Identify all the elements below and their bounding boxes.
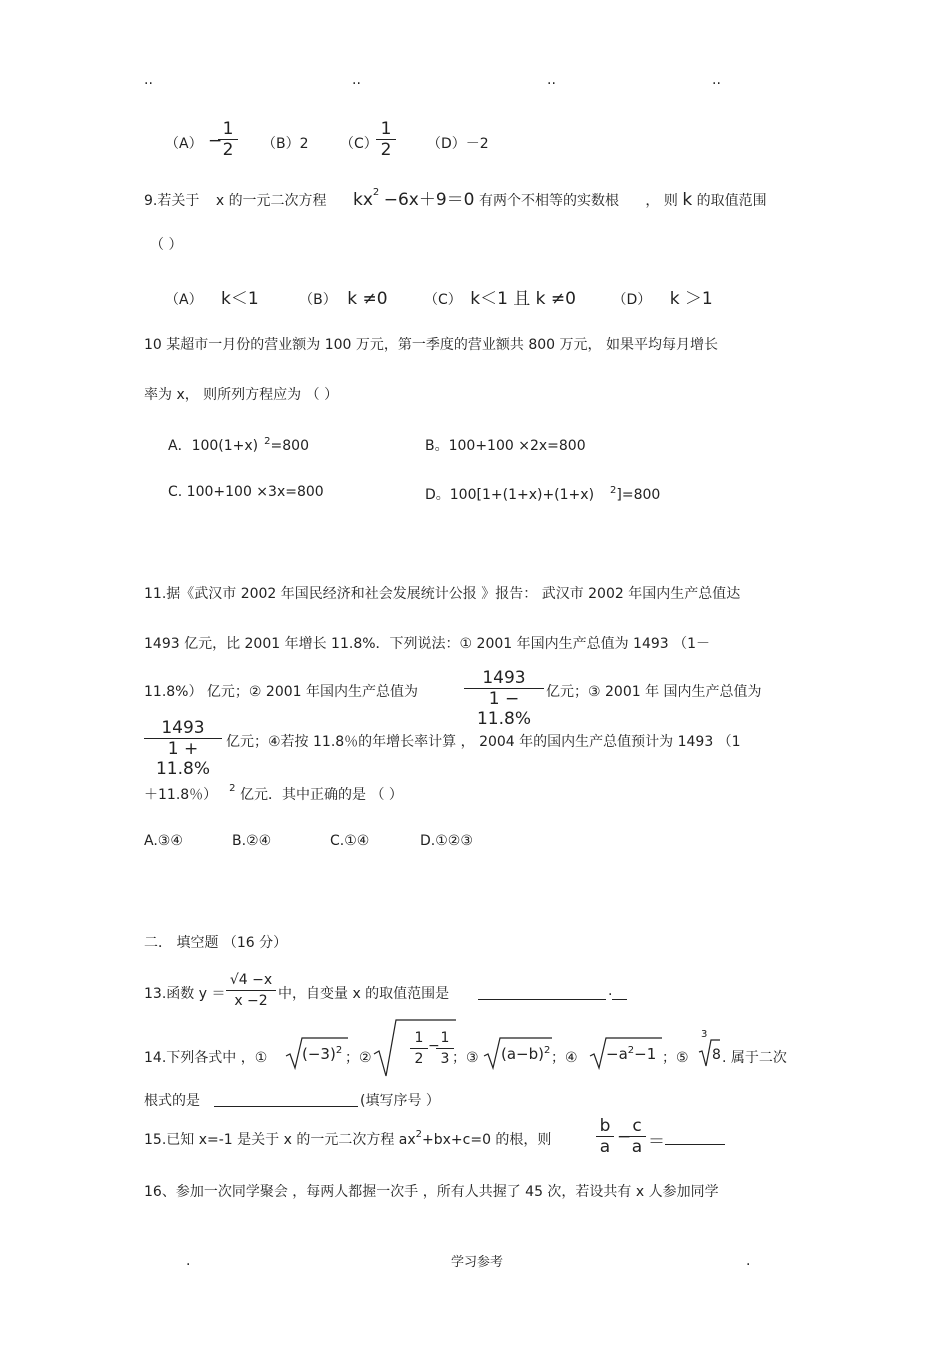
q14-radical-4-body: $-a^2-1$	[606, 1045, 657, 1063]
q11-line1: 11.据《武汉市 2002 年国民经济和社会发展统计公报 》报告： 武汉市 2002 年国内生产总值达	[144, 586, 741, 602]
q14-stem-a: 14.下列各式中 ，①	[144, 1050, 268, 1066]
q8-option-b: （B）2	[262, 136, 309, 152]
q15-minus: −	[617, 1127, 632, 1147]
q14-radical-2-fraction-1: 1 2	[410, 1028, 428, 1069]
q11-fraction-2: 1493 1 + 11.8%	[144, 718, 222, 779]
q8-option-c: （C）	[340, 136, 378, 152]
q15-stem: 15.已知 x=-1 是关于 x 的一元二次方程 $ax^2+bx+c=0$ 的根，则	[144, 1129, 552, 1148]
q13-answer-blank[interactable]	[478, 983, 606, 1000]
q14-sep-1: ；②	[345, 1050, 372, 1066]
q11-option-c: C.①④	[330, 833, 370, 849]
q10-option-a: A．100(1+x) $^2$=800	[168, 436, 309, 454]
q11-line4: 亿元；④若按 11.8％的年增长率计算 ， 2004 年的国内生产总值预计为 1493 （1	[226, 734, 741, 750]
q8-a-fraction: 1 2	[218, 119, 238, 160]
q13-tail: .	[608, 983, 613, 999]
q14-tail: . 属于二次	[722, 1050, 787, 1066]
q11-option-b: B.②④	[232, 833, 272, 849]
q9-stem: 9.若关于 x 的一元二次方程 $kx^2 -6x+9=0$ 有两个不相等的实数根 ， 则 k 的取值范围	[144, 187, 767, 210]
q14-sep-3: ；④	[551, 1050, 578, 1066]
q14-radical-5-body: 8	[712, 1047, 721, 1063]
q11-line3-a: 11.8%） 亿元；② 2001 年国内生产总值为	[144, 684, 419, 700]
q15-equals: ＝	[648, 1132, 665, 1152]
q14-line2: 根式的是	[144, 1093, 200, 1109]
q15-fraction-c-a: c a	[628, 1116, 646, 1157]
q14-radical-2-minus: −	[428, 1038, 440, 1054]
footer-text: 学习参考	[451, 1255, 504, 1270]
q11-option-d: D.①②③	[420, 833, 473, 849]
q10-line1: 10 某超市一月份的营业额为 100 万元，第一季度的营业额共 800 万元， 如果平均每月增长	[144, 337, 718, 353]
header-dots-2: ..	[352, 72, 361, 88]
q14-sep-2: ；③	[452, 1050, 479, 1066]
footer-dot-right: .	[746, 1253, 751, 1269]
q15-answer-blank[interactable]	[665, 1128, 725, 1145]
q11-line5: ＋11.8％） $^2$ 亿元．其中正确的是 （ ）	[144, 783, 403, 803]
header-dots-4: ..	[712, 72, 721, 88]
q14-radical-5-index: 3	[701, 1029, 708, 1040]
q8-a-sign: −	[208, 131, 223, 151]
q14-sep-4: ；⑤	[662, 1050, 689, 1066]
q11-option-a: A.③④	[144, 833, 183, 849]
q9-options: （A） k＜1 （B） k ≠0 （C） k＜1 且 k ≠0 （D） k ＞1	[165, 289, 713, 309]
q13-stem-a: 13.函数 y ＝	[144, 986, 226, 1002]
q11-line2: 1493 亿元，比 2001 年增长 11.8%．下列说法：① 2001 年国内生产总值为 1493 （1－	[144, 636, 711, 652]
q16-line1: 16、参加一次同学聚会 ，每两人都握一次手 ，所有人共握了 45 次，若设共有 x 人参加同学	[144, 1184, 719, 1200]
q8-option-a: （A）	[165, 136, 203, 152]
section-title: 二． 填空题 （16 分）	[144, 935, 288, 951]
q11-line3-b: 亿元；③ 2001 年 国内生产总值为	[546, 684, 762, 700]
q11-fraction-1: 1493 1 − 11.8%	[464, 668, 544, 729]
header-dots-3: ..	[547, 72, 556, 88]
q8-option-d: （D）－2	[427, 136, 489, 152]
header-dots-1: ..	[144, 72, 153, 88]
footer-dot-left: .	[186, 1253, 191, 1269]
q9-answer-paren: （ ）	[150, 237, 183, 253]
q13-function-fraction: √4 −x x −2	[226, 970, 276, 1011]
q10-line2: 率为 x， 则所列方程应为 （ ）	[144, 387, 339, 403]
q14-answer-blank[interactable]	[214, 1090, 358, 1107]
q14-line2-tail: (填写序号 ）	[360, 1093, 440, 1109]
q10-option-b: B。100+100 ×2x=800	[425, 438, 586, 454]
q13-answer-blank-tail	[612, 983, 627, 1000]
q13-stem-b: 中，自变量 x 的取值范围是	[278, 986, 450, 1002]
q14-radical-3-body: $(a-b)^2$	[501, 1045, 551, 1063]
q15-fraction-b-a: b a	[596, 1116, 614, 1157]
q14-radical-1-body: $(-3)^2$	[302, 1045, 343, 1063]
q10-option-c: C. 100+100 ×3x=800	[168, 484, 324, 500]
q8-c-fraction: 1 2	[376, 119, 396, 160]
q10-option-d: D。100[1+(1+x)+(1+x) $^2$]=800	[425, 485, 661, 503]
q14-radical-2-fraction-2: 1 3	[436, 1028, 454, 1069]
